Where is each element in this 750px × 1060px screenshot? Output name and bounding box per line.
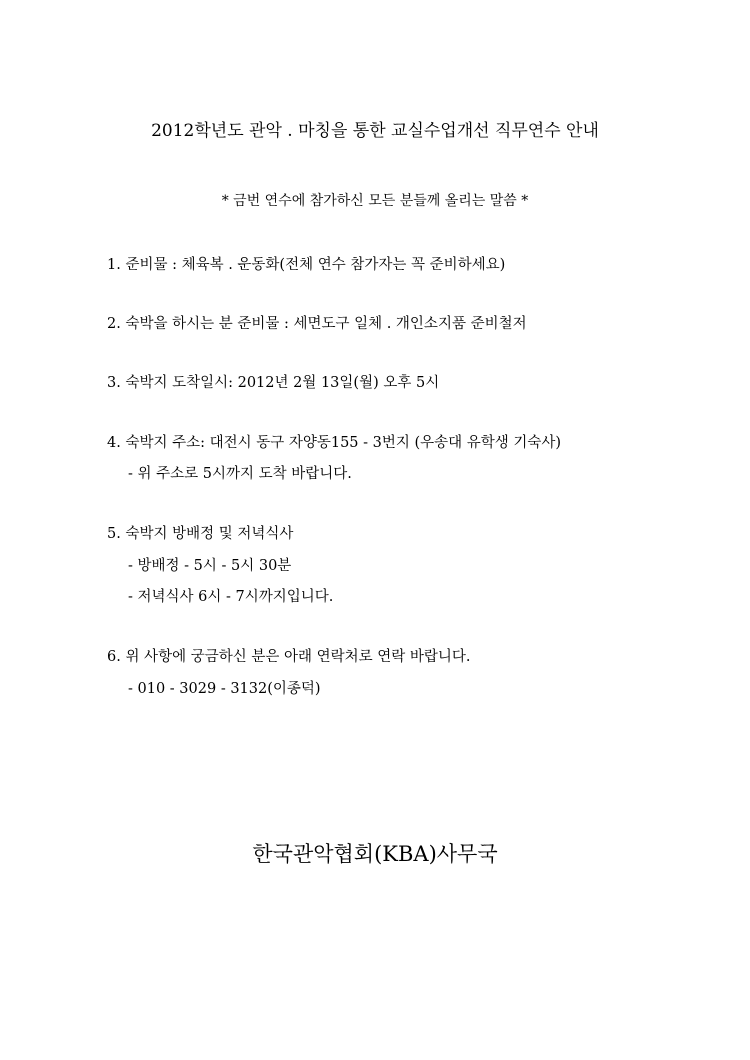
item-5-sub-dinner: - 저녁식사 6시 - 7시까지입니다. bbox=[128, 589, 334, 605]
notice-heading: * 금번 연수에 참가하신 모든 분들께 올리는 말씀 * bbox=[221, 193, 529, 209]
item-3-arrival-time: 3. 숙박지 도착일시: 2012년 2월 13일(월) 오후 5시 bbox=[107, 375, 440, 391]
item-4-address: 4. 숙박지 주소: 대전시 동구 자양동155 - 3번지 (우송대 유학생 기숙사) bbox=[107, 435, 562, 451]
item-1-preparations: 1. 준비물 : 체육복 . 운동화(전체 연수 참가자는 꼭 준비하세요) bbox=[107, 257, 506, 273]
item-6-sub-phone-number: - 010 - 3029 - 3132(이종덕) bbox=[128, 681, 321, 697]
item-5-sub-room-assignment: - 방배정 - 5시 - 5시 30분 bbox=[128, 558, 292, 574]
organization-footer: 한국관악협회(KBA)사무국 bbox=[252, 842, 498, 866]
item-2-lodging-preparations: 2. 숙박을 하시는 분 준비물 : 세면도구 일체 . 개인소지품 준비철저 bbox=[107, 316, 527, 332]
item-4-sub-arrival-note: - 위 주소로 5시까지 도착 바랍니다. bbox=[128, 466, 352, 482]
item-5-room-and-dinner: 5. 숙박지 방배정 및 저녁식사 bbox=[107, 526, 294, 542]
item-6-contact-info: 6. 위 사항에 궁금하신 분은 아래 연락처로 연락 바랍니다. bbox=[107, 649, 471, 665]
document-title: 2012학년도 관악 . 마칭을 통한 교실수업개선 직무연수 안내 bbox=[151, 121, 599, 141]
